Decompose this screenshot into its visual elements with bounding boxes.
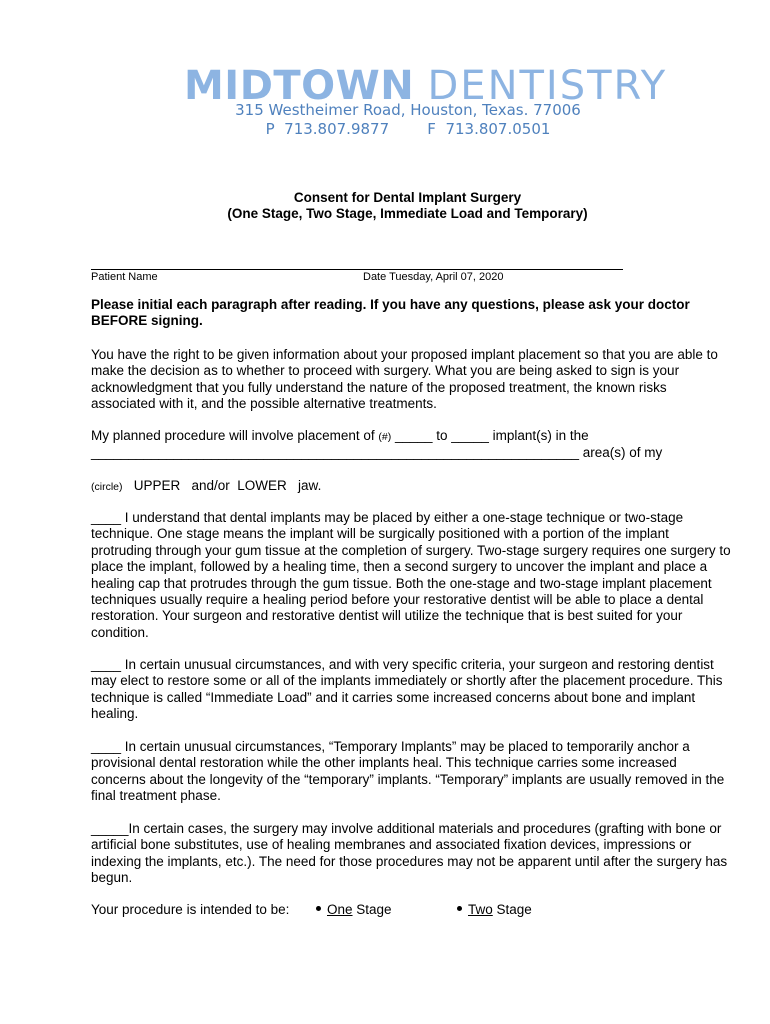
practice-phone: P 713.807.9877 [265,120,390,138]
option-one-stage[interactable] [316,902,392,918]
paragraph-temporary-implants: ____ In certain unusual circumstances, “Temporary Implants” may be placed to temporarily anchor a provisional dental restoration while the other implants heal. This technique carries some increased concerns about the longevity of the “temporary” implants. “Temporary” implants are usually removed in the final treatment phase. [91,739,725,804]
date-field [363,271,503,284]
option-two-stage[interactable] [457,902,532,918]
practice-address: 315 Westheimer Road, Houston, Texas. 77006 [235,101,581,119]
bullet-icon [457,906,462,911]
practice-fax: F 713.807.0501 [427,120,551,138]
option-two-rest: Stage [492,902,532,917]
logo-brand-bold: MIDTOWN [184,63,415,109]
planned-middle: _____ to _____ implant(s) in the [391,428,589,443]
option-one-word: One [327,902,353,917]
date-label: Date [363,271,387,283]
instructions: Please initial each paragraph after reading. If you have any questions, please ask your doctor BEFORE signing. [91,297,690,329]
document-subtitle: (One Stage, Two Stage, Immediate Load and Temporary) [227,206,588,221]
planned-procedure [91,428,731,462]
paragraph-immediate-load: ____ In certain unusual circumstances, and with very specific criteria, your surgeon and restoring dentist may elect to restore some or all of the implants immediately or shortly after the placement procedure. This technique is called “Immediate Load” and it carries some increased concerns about bone and implant healing. [91,657,723,722]
paragraph-additional-procedures: _____In certain cases, the surgery may involve additional materials and procedures (grafting with bone or artificial bone substitutes, use of healing membranes and associated fixation devices, impressions or indexing the implants, etc.). The need for those procedures may not be apparent until after the surgery has begun. [91,821,728,886]
jaw-options: UPPER and/or LOWER jaw. [122,478,322,493]
patient-name-line[interactable] [91,269,623,270]
planned-area-line: _________________________________________________________________ area(s) of my [91,445,663,461]
option-one-rest: Stage [352,902,392,917]
circle-hint: (circle) [91,481,123,493]
jaw-selection [91,478,731,495]
planned-hash: (#) [378,431,392,443]
procedure-label: Your procedure is intended to be: [91,902,290,917]
logo-brand-light: DENTISTRY [427,63,668,109]
option-two-word: Two [468,902,493,917]
patient-name-label: Patient Name [91,271,158,283]
practice-contact [232,120,584,139]
bullet-icon [316,906,321,911]
paragraph-one-two-stage: ____ I understand that dental implants may be placed by either a one-stage technique or two-stage technique. One stage means the implant will be surgically positioned with a portion of the implant protruding through your gum tissue at the completion of surgery. Two-stage surgery requires one surgery to place the implant, followed by a healing time, then a second surgery to uncover the implant and place a healing cap that protrudes through the gum tissue. Both the one-stage and two-stage implant placement techniques usually require a healing period before your restorative dentist will be able to place a dental restoration. Your surgeon and restorative dentist will utilize the technique that is best suited for your condition. [91,510,731,640]
document-title: Consent for Dental Implant Surgery [293,190,522,205]
intro-paragraph: You have the right to be given information about your proposed implant placement so that you are able to make the decision as to whether to proceed with surgery. What you are being asked to sign is your acknowledgment that you fully understand the nature of the proposed treatment, the known risks associated with it, and the possible alternative treatments. [91,347,718,412]
date-value: Tuesday, April 07, 2020 [389,271,504,283]
planned-prefix: My planned procedure will involve placement of [91,428,379,443]
